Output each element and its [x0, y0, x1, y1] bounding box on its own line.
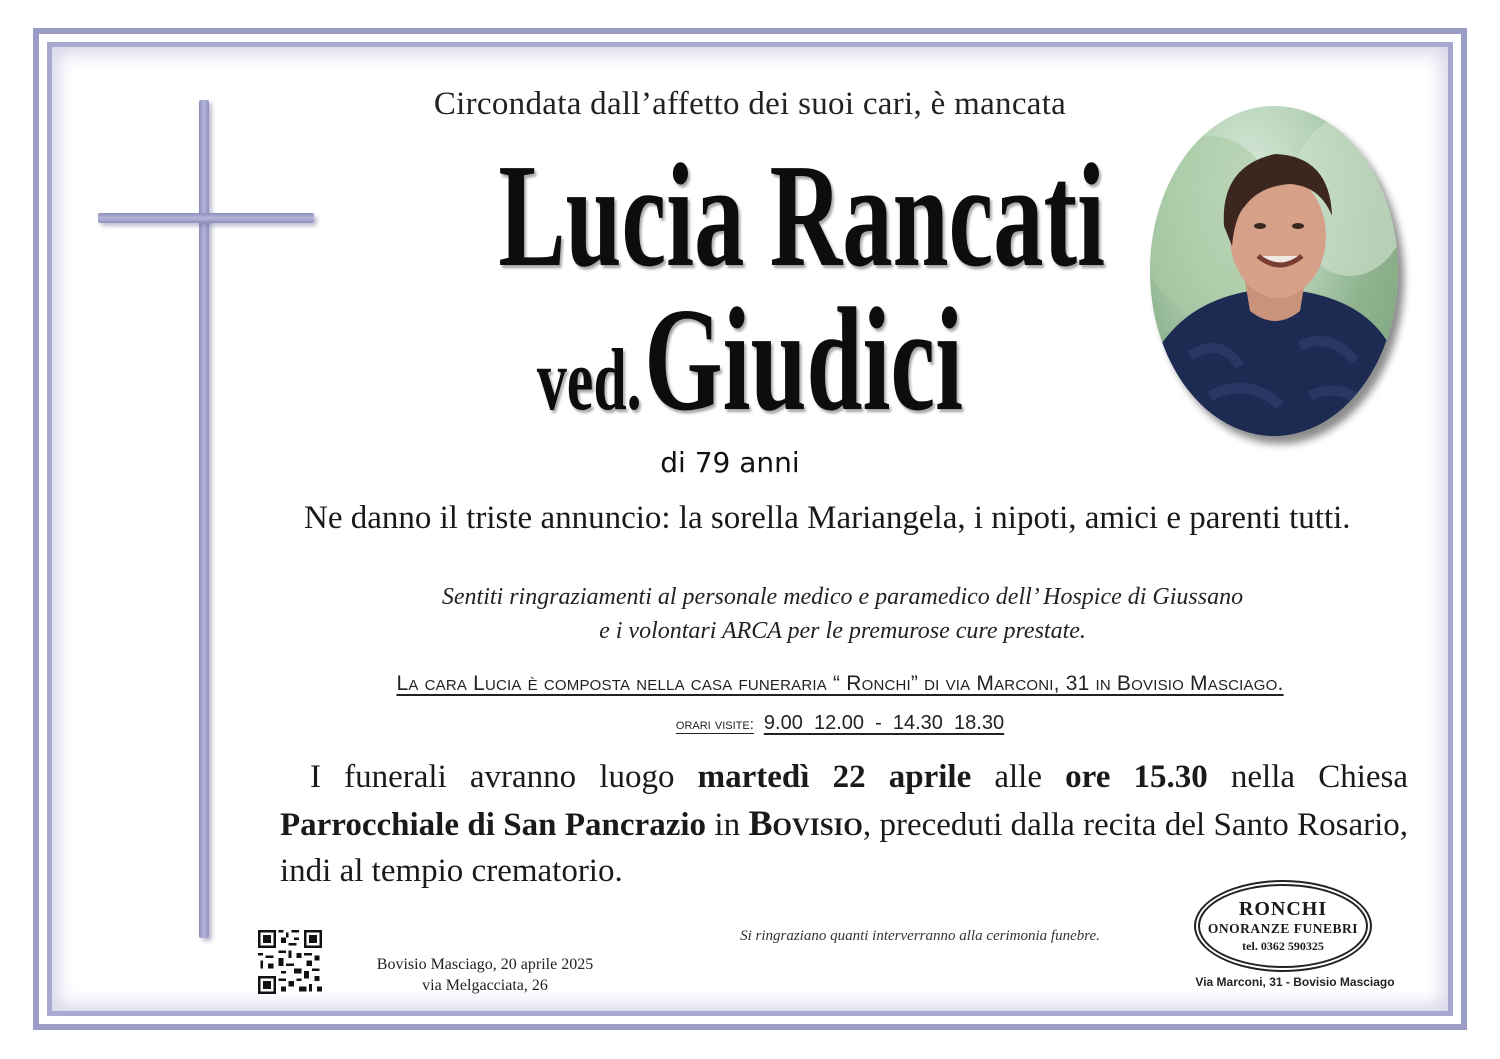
- portrait-photo: [1150, 106, 1398, 436]
- funeral-text: I funerali avranno luogo: [310, 759, 698, 795]
- deceased-name: Lucia Rancati: [498, 134, 1106, 298]
- age-text: di 79 anni: [660, 446, 800, 479]
- funeral-home-phone: tel. 0362 590325: [1242, 939, 1324, 953]
- funeral-home-name: RONCHI: [1238, 898, 1328, 920]
- funeral-home-address: Via Marconi, 31 - Bovisio Masciago: [1195, 975, 1395, 989]
- composed-text: La cara Lucia è composta nella casa funeraria “ Ronchi” di via Marconi, 31 in Bovisio Masciago.: [396, 672, 1284, 695]
- married-surname: Giudici: [644, 278, 964, 442]
- ved-label: ved.: [536, 332, 642, 429]
- place-date: [345, 954, 625, 996]
- composed-notice: [260, 672, 1420, 696]
- funeral-home-logo: [1198, 884, 1368, 968]
- intro-text: Circondata dall’affetto dei suoi cari, è mancata: [433, 86, 1067, 122]
- funeral-church: Parrocchiale di San Pancrazio: [280, 807, 707, 843]
- hours-value: 9.00 12.00 - 14.30 18.30: [763, 712, 1005, 734]
- funeral-text: nella Chiesa: [1207, 759, 1409, 795]
- thanks-line: Sentiti ringraziamenti al personale medico e paramedico dell’ Hospice di Giussano: [441, 584, 1244, 610]
- thanks-text: [300, 580, 1385, 648]
- funeral-text: in: [706, 807, 749, 843]
- visiting-hours: [540, 712, 1140, 735]
- funeral-day: martedì 22 aprile: [697, 759, 972, 795]
- place-date-line: Bovisio Masciago, 20 aprile 2025: [376, 956, 594, 973]
- thanks-line: e i volontari ARCA per le premurose cure prestate.: [599, 618, 1086, 644]
- funeral-text: , preceduti dalla recita del Santo Rosario, indi al tempio crematorio.: [280, 807, 1409, 889]
- funeral-text: alle: [971, 759, 1066, 795]
- funeral-home-subtitle: ONORANZE FUNEBRI: [1207, 921, 1359, 936]
- cross-icon: [199, 100, 209, 938]
- announcement-text: Ne danno il triste annuncio: la sorella Mariangela, i nipoti, amici e parenti tutti.: [304, 500, 1351, 536]
- hours-label: orari visite:: [675, 716, 754, 733]
- cross-icon-bar: [98, 213, 314, 223]
- funeral-time: ore 15.30: [1065, 759, 1208, 795]
- address-line: via Melgacciata, 26: [422, 977, 548, 994]
- funeral-town: Bovisio: [748, 803, 863, 843]
- qr-code-icon[interactable]: [250, 930, 330, 994]
- funeral-details: [280, 754, 1408, 894]
- gratitude-text: Si ringraziano quanti interverranno alla cerimonia funebre.: [740, 928, 1100, 944]
